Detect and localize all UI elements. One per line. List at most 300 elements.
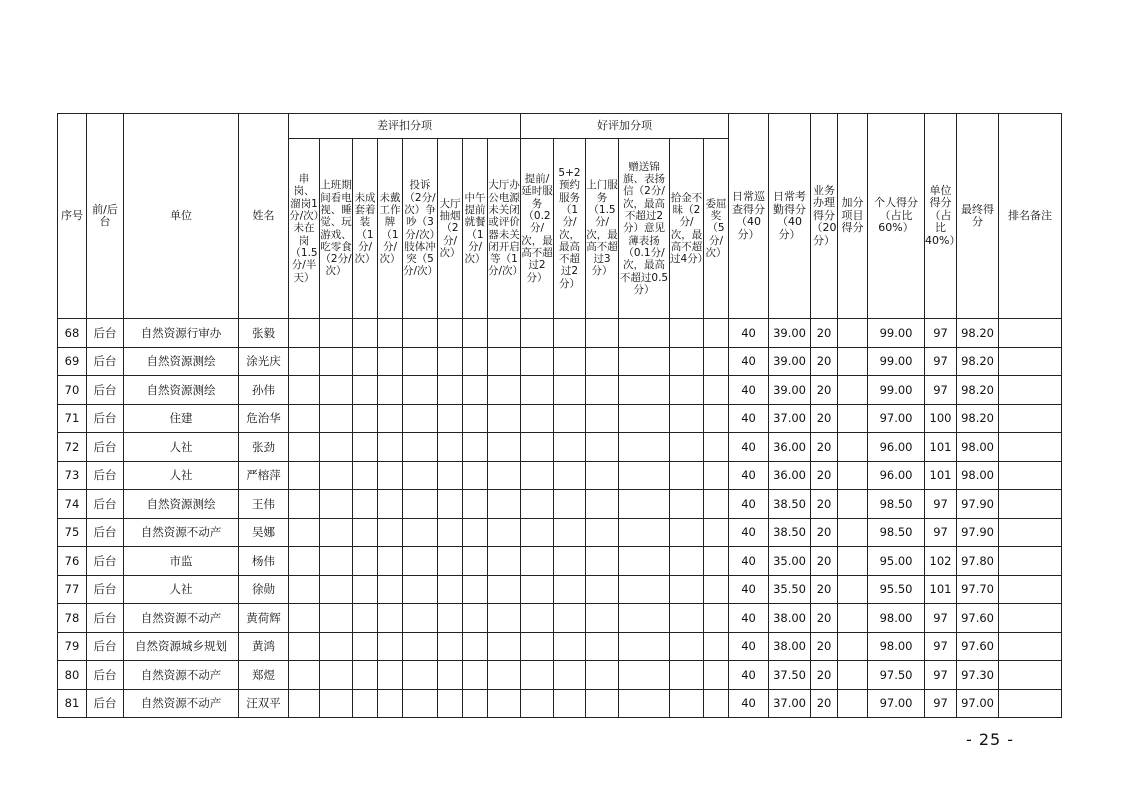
- row-name: 王伟: [239, 490, 289, 519]
- row-bonus-items: [838, 518, 868, 547]
- row-seq: 76: [58, 547, 87, 576]
- row-daily-patrol: 40: [729, 490, 769, 519]
- row-position: 后台: [87, 661, 124, 690]
- row-empty-score-cell: [521, 319, 554, 348]
- row-empty-score-cell: [619, 319, 670, 348]
- row-name: 吴娜: [239, 518, 289, 547]
- header-deduct-col: 串岗、溜岗1分/次）未在岗（1.5分/半天）: [289, 139, 320, 319]
- row-empty-score-cell: [554, 547, 586, 576]
- row-empty-score-cell: [488, 632, 521, 661]
- row-bonus-items: [838, 347, 868, 376]
- row-name: 危治华: [239, 404, 289, 433]
- table-row: [58, 404, 1062, 433]
- row-empty-score-cell: [353, 632, 378, 661]
- row-empty-score-cell: [619, 376, 670, 405]
- row-empty-score-cell: [320, 319, 353, 348]
- row-daily-patrol: 40: [729, 604, 769, 633]
- row-unit: 自然资源测绘: [124, 347, 239, 376]
- row-empty-score-cell: [320, 404, 353, 433]
- row-personal: 98.00: [868, 604, 925, 633]
- row-empty-score-cell: [586, 518, 619, 547]
- row-unit: 自然资源测绘: [124, 376, 239, 405]
- table-row: [58, 461, 1062, 490]
- row-empty-score-cell: [463, 518, 488, 547]
- row-empty-score-cell: [488, 575, 521, 604]
- row-position: 后台: [87, 518, 124, 547]
- row-empty-score-cell: [403, 661, 438, 690]
- row-empty-score-cell: [438, 661, 463, 690]
- row-empty-score-cell: [403, 404, 438, 433]
- row-seq: 70: [58, 376, 87, 405]
- table-row: [58, 689, 1062, 718]
- row-empty-score-cell: [586, 689, 619, 718]
- row-empty-score-cell: [438, 575, 463, 604]
- row-empty-score-cell: [289, 490, 320, 519]
- row-empty-score-cell: [670, 376, 704, 405]
- row-final: 97.30: [957, 661, 999, 690]
- row-unit-score: 97: [925, 347, 957, 376]
- row-seq: 81: [58, 689, 87, 718]
- row-empty-score-cell: [670, 347, 704, 376]
- row-name: 涂光庆: [239, 347, 289, 376]
- row-empty-score-cell: [403, 461, 438, 490]
- row-empty-score-cell: [353, 604, 378, 633]
- row-unit: 自然资源行审办: [124, 319, 239, 348]
- row-unit: 自然资源不动产: [124, 661, 239, 690]
- row-unit: 市监: [124, 547, 239, 576]
- row-final: 98.20: [957, 404, 999, 433]
- row-empty-score-cell: [403, 347, 438, 376]
- table-row: [58, 347, 1062, 376]
- row-personal: 97.00: [868, 404, 925, 433]
- row-unit-score: 100: [925, 404, 957, 433]
- header-daily-attendance: 日常考勤得分（40分）: [769, 114, 811, 319]
- row-final: 98.20: [957, 319, 999, 348]
- row-name: 汪双平: [239, 689, 289, 718]
- row-unit: 住建: [124, 404, 239, 433]
- row-empty-score-cell: [463, 319, 488, 348]
- row-empty-score-cell: [289, 319, 320, 348]
- row-empty-score-cell: [488, 518, 521, 547]
- table-row: [58, 319, 1062, 348]
- row-empty-score-cell: [463, 632, 488, 661]
- row-empty-score-cell: [378, 347, 403, 376]
- row-daily-attendance: 39.00: [769, 376, 811, 405]
- row-business: 20: [811, 319, 838, 348]
- row-personal: 98.50: [868, 518, 925, 547]
- row-final: 97.80: [957, 547, 999, 576]
- table-row: [58, 376, 1062, 405]
- row-empty-score-cell: [704, 547, 729, 576]
- row-rank: [999, 433, 1062, 462]
- row-empty-score-cell: [586, 376, 619, 405]
- row-empty-score-cell: [463, 347, 488, 376]
- header-business: 业务办理得分（20分）: [811, 114, 838, 319]
- row-business: 20: [811, 461, 838, 490]
- row-empty-score-cell: [619, 632, 670, 661]
- row-position: 后台: [87, 689, 124, 718]
- row-bonus-items: [838, 547, 868, 576]
- row-name: 张劲: [239, 433, 289, 462]
- row-final: 97.00: [957, 689, 999, 718]
- table-row: [58, 490, 1062, 519]
- row-final: 97.70: [957, 575, 999, 604]
- row-empty-score-cell: [554, 604, 586, 633]
- row-seq: 69: [58, 347, 87, 376]
- row-rank: [999, 518, 1062, 547]
- row-empty-score-cell: [403, 319, 438, 348]
- row-empty-score-cell: [403, 490, 438, 519]
- row-empty-score-cell: [488, 661, 521, 690]
- row-empty-score-cell: [378, 490, 403, 519]
- row-empty-score-cell: [488, 461, 521, 490]
- row-empty-score-cell: [704, 661, 729, 690]
- row-name: 郑煜: [239, 661, 289, 690]
- row-daily-attendance: 37.00: [769, 404, 811, 433]
- row-daily-attendance: 36.00: [769, 433, 811, 462]
- row-empty-score-cell: [488, 319, 521, 348]
- row-name: 严榕萍: [239, 461, 289, 490]
- header-bonus-col: 拾金不昧（2分/次，最高不超过4分）: [670, 139, 704, 319]
- row-empty-score-cell: [554, 661, 586, 690]
- row-empty-score-cell: [586, 661, 619, 690]
- row-empty-score-cell: [463, 547, 488, 576]
- table-header: [58, 114, 1062, 319]
- row-personal: 98.00: [868, 632, 925, 661]
- row-unit-score: 97: [925, 376, 957, 405]
- row-daily-attendance: 37.50: [769, 661, 811, 690]
- row-bonus-items: [838, 604, 868, 633]
- row-empty-score-cell: [586, 547, 619, 576]
- row-business: 20: [811, 604, 838, 633]
- row-bonus-items: [838, 319, 868, 348]
- row-seq: 75: [58, 518, 87, 547]
- row-business: 20: [811, 689, 838, 718]
- header-personal: 个人得分（占比60%）: [868, 114, 925, 319]
- row-empty-score-cell: [353, 689, 378, 718]
- row-empty-score-cell: [488, 433, 521, 462]
- row-name: 黄荷辉: [239, 604, 289, 633]
- row-rank: [999, 404, 1062, 433]
- row-empty-score-cell: [704, 319, 729, 348]
- table-row: [58, 547, 1062, 576]
- row-empty-score-cell: [704, 604, 729, 633]
- row-rank: [999, 661, 1062, 690]
- row-empty-score-cell: [463, 490, 488, 519]
- row-business: 20: [811, 433, 838, 462]
- row-daily-patrol: 40: [729, 632, 769, 661]
- row-bonus-items: [838, 490, 868, 519]
- row-name: 张毅: [239, 319, 289, 348]
- row-position: 后台: [87, 632, 124, 661]
- row-empty-score-cell: [378, 575, 403, 604]
- row-empty-score-cell: [586, 575, 619, 604]
- row-empty-score-cell: [586, 490, 619, 519]
- row-empty-score-cell: [438, 518, 463, 547]
- row-position: 后台: [87, 604, 124, 633]
- row-empty-score-cell: [438, 433, 463, 462]
- row-unit-score: 102: [925, 547, 957, 576]
- row-empty-score-cell: [438, 604, 463, 633]
- row-empty-score-cell: [670, 689, 704, 718]
- row-empty-score-cell: [619, 490, 670, 519]
- row-empty-score-cell: [289, 632, 320, 661]
- row-empty-score-cell: [463, 575, 488, 604]
- row-empty-score-cell: [289, 376, 320, 405]
- row-personal: 96.00: [868, 433, 925, 462]
- row-empty-score-cell: [320, 461, 353, 490]
- row-rank: [999, 604, 1062, 633]
- row-empty-score-cell: [320, 575, 353, 604]
- row-empty-score-cell: [463, 433, 488, 462]
- row-empty-score-cell: [554, 490, 586, 519]
- row-daily-patrol: 40: [729, 376, 769, 405]
- row-empty-score-cell: [403, 689, 438, 718]
- row-position: 后台: [87, 347, 124, 376]
- row-unit: 人社: [124, 433, 239, 462]
- row-daily-patrol: 40: [729, 547, 769, 576]
- row-name: 孙伟: [239, 376, 289, 405]
- row-position: 后台: [87, 404, 124, 433]
- row-rank: [999, 575, 1062, 604]
- row-empty-score-cell: [353, 575, 378, 604]
- row-daily-attendance: 38.50: [769, 518, 811, 547]
- row-business: 20: [811, 518, 838, 547]
- header-unit: 单位: [124, 114, 239, 319]
- table-row: [58, 632, 1062, 661]
- row-daily-patrol: 40: [729, 518, 769, 547]
- table-body: [58, 319, 1062, 718]
- header-deduct-col: 大厅抽烟（2分/次）: [438, 139, 463, 319]
- header-name: 姓名: [239, 114, 289, 319]
- row-empty-score-cell: [554, 404, 586, 433]
- row-name: 黄鸿: [239, 632, 289, 661]
- row-empty-score-cell: [320, 604, 353, 633]
- row-unit-score: 97: [925, 490, 957, 519]
- row-empty-score-cell: [378, 404, 403, 433]
- header-bonus-col: 委屈奖（5分/次）: [704, 139, 729, 319]
- row-empty-score-cell: [619, 547, 670, 576]
- row-daily-patrol: 40: [729, 404, 769, 433]
- row-empty-score-cell: [438, 632, 463, 661]
- header-daily-patrol: 日常巡查得分（40分）: [729, 114, 769, 319]
- row-position: 后台: [87, 547, 124, 576]
- row-empty-score-cell: [554, 689, 586, 718]
- row-final: 98.00: [957, 433, 999, 462]
- row-empty-score-cell: [670, 547, 704, 576]
- row-empty-score-cell: [521, 689, 554, 718]
- table-row: [58, 518, 1062, 547]
- row-unit-score: 97: [925, 689, 957, 718]
- row-empty-score-cell: [353, 433, 378, 462]
- row-empty-score-cell: [289, 575, 320, 604]
- row-empty-score-cell: [403, 604, 438, 633]
- row-empty-score-cell: [554, 575, 586, 604]
- row-empty-score-cell: [521, 376, 554, 405]
- row-empty-score-cell: [554, 347, 586, 376]
- row-empty-score-cell: [353, 490, 378, 519]
- row-empty-score-cell: [704, 404, 729, 433]
- row-empty-score-cell: [438, 319, 463, 348]
- row-empty-score-cell: [320, 632, 353, 661]
- row-empty-score-cell: [521, 461, 554, 490]
- row-bonus-items: [838, 404, 868, 433]
- row-empty-score-cell: [619, 347, 670, 376]
- row-empty-score-cell: [521, 433, 554, 462]
- row-empty-score-cell: [670, 604, 704, 633]
- header-deduct-col: 中午提前就餐（1分/次）: [463, 139, 488, 319]
- row-empty-score-cell: [463, 689, 488, 718]
- header-bonus-col: 上门服务（1.5分/次，最高不超过3分）: [586, 139, 619, 319]
- row-empty-score-cell: [704, 575, 729, 604]
- row-empty-score-cell: [586, 604, 619, 633]
- row-empty-score-cell: [704, 632, 729, 661]
- row-unit: 自然资源城乡规划: [124, 632, 239, 661]
- row-empty-score-cell: [403, 433, 438, 462]
- row-empty-score-cell: [619, 518, 670, 547]
- row-empty-score-cell: [463, 604, 488, 633]
- row-empty-score-cell: [704, 347, 729, 376]
- row-daily-patrol: 40: [729, 689, 769, 718]
- row-daily-attendance: 38.50: [769, 490, 811, 519]
- row-empty-score-cell: [403, 518, 438, 547]
- row-business: 20: [811, 404, 838, 433]
- row-empty-score-cell: [704, 461, 729, 490]
- row-final: 97.60: [957, 632, 999, 661]
- row-seq: 79: [58, 632, 87, 661]
- row-final: 98.20: [957, 376, 999, 405]
- row-seq: 72: [58, 433, 87, 462]
- row-empty-score-cell: [289, 547, 320, 576]
- row-business: 20: [811, 547, 838, 576]
- row-final: 98.00: [957, 461, 999, 490]
- row-empty-score-cell: [320, 547, 353, 576]
- row-name: 杨伟: [239, 547, 289, 576]
- header-deduct-group: 差评扣分项: [289, 114, 521, 139]
- row-daily-patrol: 40: [729, 461, 769, 490]
- row-empty-score-cell: [670, 404, 704, 433]
- page-number: - 25 -: [966, 730, 1015, 749]
- row-empty-score-cell: [438, 376, 463, 405]
- row-rank: [999, 490, 1062, 519]
- row-business: 20: [811, 347, 838, 376]
- row-position: 后台: [87, 319, 124, 348]
- row-daily-attendance: 36.00: [769, 461, 811, 490]
- row-personal: 95.00: [868, 547, 925, 576]
- row-empty-score-cell: [619, 689, 670, 718]
- row-empty-score-cell: [289, 433, 320, 462]
- row-daily-attendance: 38.00: [769, 632, 811, 661]
- row-empty-score-cell: [378, 376, 403, 405]
- row-unit: 自然资源不动产: [124, 518, 239, 547]
- row-final: 97.60: [957, 604, 999, 633]
- row-daily-attendance: 39.00: [769, 319, 811, 348]
- row-empty-score-cell: [320, 490, 353, 519]
- row-seq: 78: [58, 604, 87, 633]
- row-empty-score-cell: [521, 490, 554, 519]
- row-seq: 71: [58, 404, 87, 433]
- row-empty-score-cell: [403, 575, 438, 604]
- table-row: [58, 433, 1062, 462]
- header-bonus-group: 好评加分项: [521, 114, 729, 139]
- row-unit: 人社: [124, 575, 239, 604]
- row-empty-score-cell: [353, 404, 378, 433]
- row-empty-score-cell: [320, 689, 353, 718]
- row-seq: 80: [58, 661, 87, 690]
- row-personal: 99.00: [868, 319, 925, 348]
- row-daily-attendance: 35.50: [769, 575, 811, 604]
- row-seq: 77: [58, 575, 87, 604]
- row-empty-score-cell: [521, 661, 554, 690]
- row-rank: [999, 689, 1062, 718]
- row-unit-score: 101: [925, 433, 957, 462]
- row-empty-score-cell: [586, 461, 619, 490]
- row-empty-score-cell: [521, 518, 554, 547]
- row-unit: 自然资源不动产: [124, 689, 239, 718]
- row-empty-score-cell: [619, 461, 670, 490]
- row-empty-score-cell: [403, 547, 438, 576]
- row-empty-score-cell: [289, 404, 320, 433]
- row-empty-score-cell: [670, 461, 704, 490]
- row-empty-score-cell: [554, 461, 586, 490]
- row-personal: 97.00: [868, 689, 925, 718]
- row-position: 后台: [87, 376, 124, 405]
- row-position: 后台: [87, 490, 124, 519]
- row-empty-score-cell: [670, 632, 704, 661]
- row-empty-score-cell: [521, 604, 554, 633]
- header-deduct-col: 投诉（2分/次）争吵（3分/次）肢体冲突（5分/次）: [403, 139, 438, 319]
- row-unit-score: 101: [925, 575, 957, 604]
- row-daily-patrol: 40: [729, 433, 769, 462]
- row-empty-score-cell: [704, 376, 729, 405]
- row-empty-score-cell: [619, 604, 670, 633]
- row-empty-score-cell: [670, 661, 704, 690]
- score-table: [57, 113, 1062, 718]
- header-bonus-col: 赠送锦旗、表扬信（2分/次，最高不超过2分）意见薄表扬（0.1分/次，最高不超过0.5分）: [619, 139, 670, 319]
- row-empty-score-cell: [619, 661, 670, 690]
- row-empty-score-cell: [320, 376, 353, 405]
- row-empty-score-cell: [521, 575, 554, 604]
- header-bonus-col: 5+2预约服务（1分/次，最高不超过2分）: [554, 139, 586, 319]
- row-empty-score-cell: [670, 575, 704, 604]
- table-row: [58, 575, 1062, 604]
- header-rank: 排名备注: [999, 114, 1062, 319]
- row-empty-score-cell: [586, 347, 619, 376]
- row-empty-score-cell: [521, 347, 554, 376]
- row-empty-score-cell: [438, 547, 463, 576]
- row-empty-score-cell: [353, 376, 378, 405]
- row-bonus-items: [838, 575, 868, 604]
- row-personal: 97.50: [868, 661, 925, 690]
- row-empty-score-cell: [554, 376, 586, 405]
- row-rank: [999, 547, 1062, 576]
- row-position: 后台: [87, 433, 124, 462]
- row-empty-score-cell: [353, 461, 378, 490]
- row-empty-score-cell: [488, 490, 521, 519]
- header-bonus-col: 提前/延时服务（0.2分/次，最高不超过2分）: [521, 139, 554, 319]
- row-empty-score-cell: [438, 689, 463, 718]
- row-unit: 自然资源测绘: [124, 490, 239, 519]
- header-front-back: 前/后台: [87, 114, 124, 319]
- row-rank: [999, 376, 1062, 405]
- row-empty-score-cell: [488, 376, 521, 405]
- row-empty-score-cell: [378, 547, 403, 576]
- row-empty-score-cell: [378, 518, 403, 547]
- row-empty-score-cell: [586, 433, 619, 462]
- row-empty-score-cell: [378, 604, 403, 633]
- row-empty-score-cell: [586, 319, 619, 348]
- row-bonus-items: [838, 433, 868, 462]
